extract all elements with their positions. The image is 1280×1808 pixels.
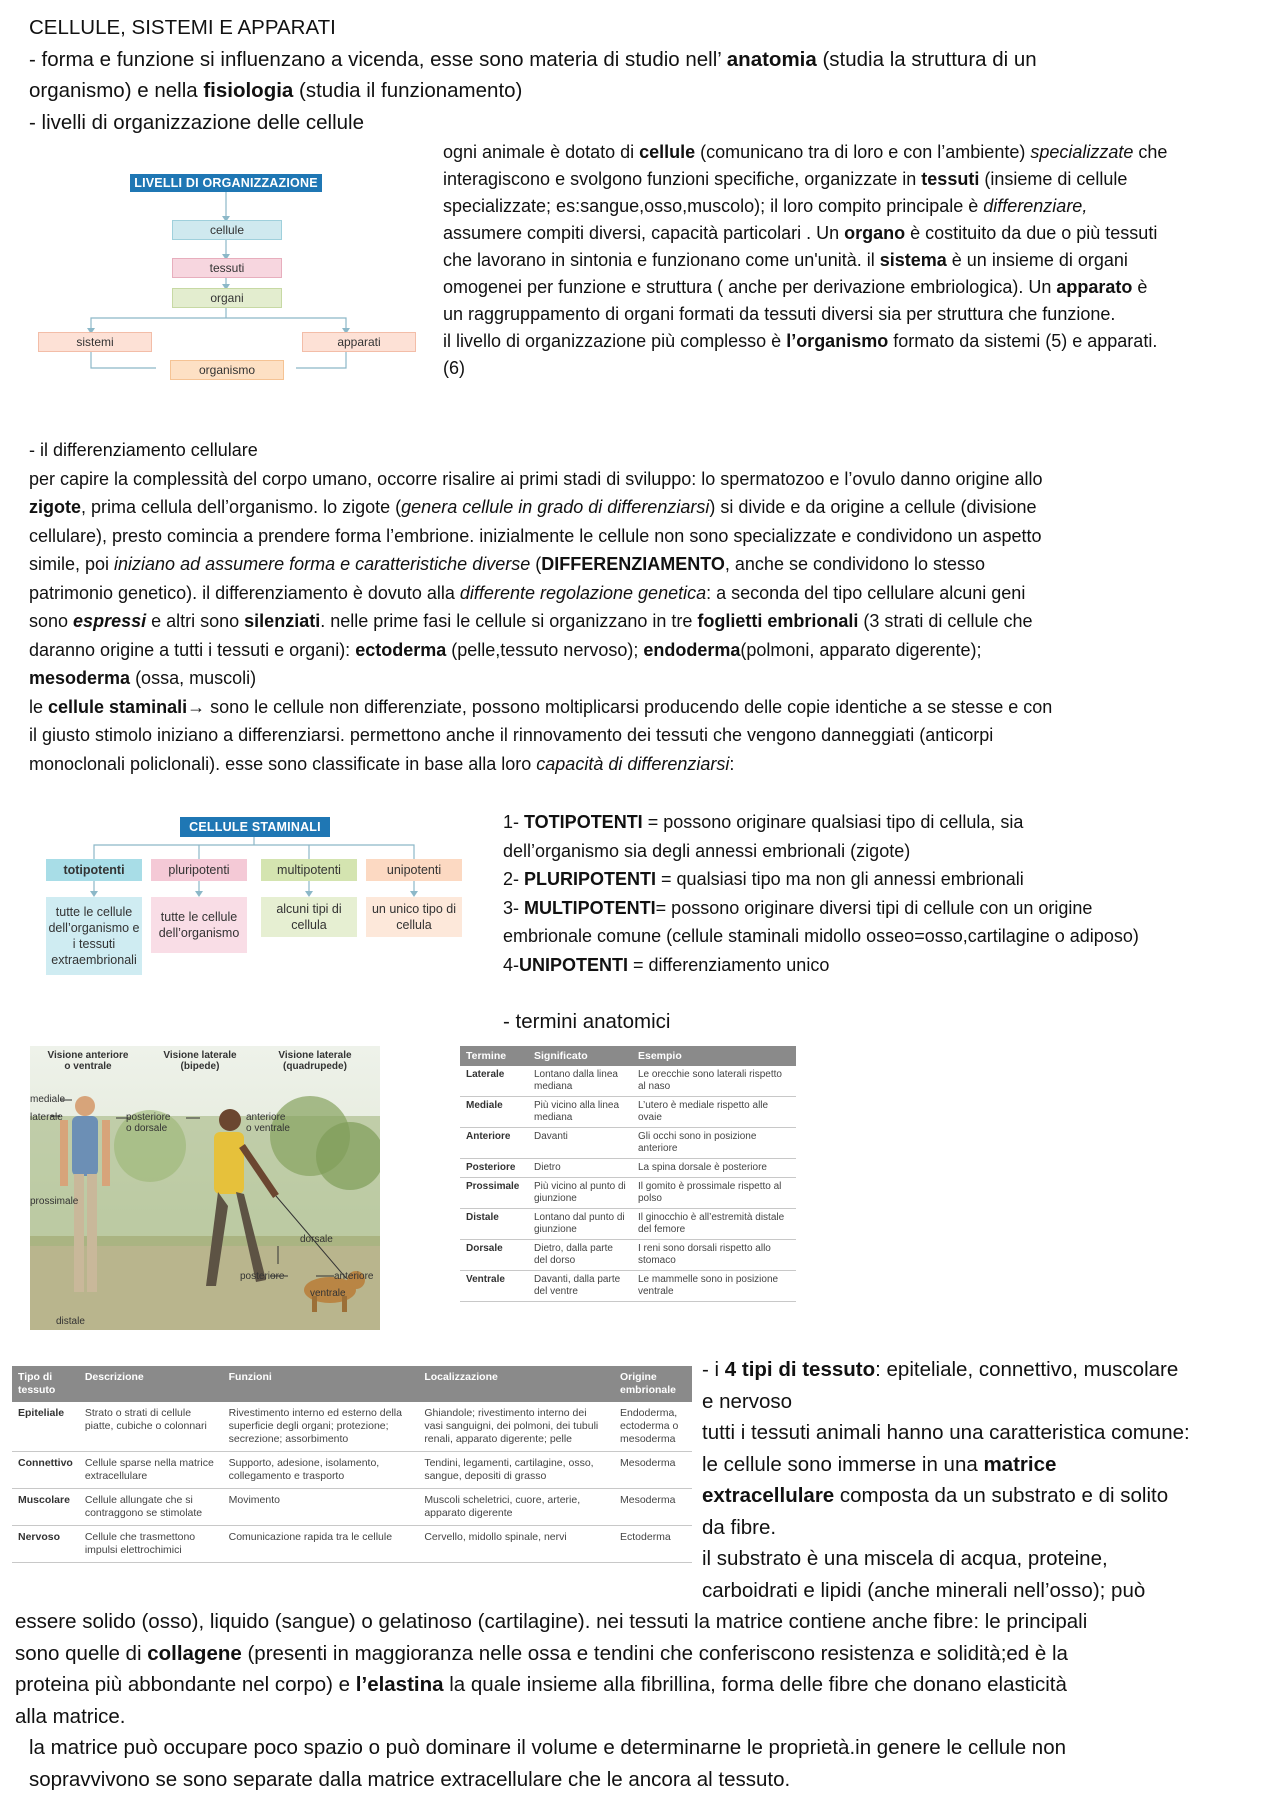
col-funzioni: Funzioni bbox=[223, 1366, 419, 1402]
label-anteriore: anteriore bbox=[334, 1271, 374, 1282]
tissue-paragraph-full: essere solido (osso), liquido (sangue) o gelatinoso (cartilagine). nei tessuti la matrice contiene anche fibre: le principali sono quelle di collagene (presenti in maggioranza nelle ossa e tendini che conferiscono resistenza e solidità;ed è la proteina più abbondante nel corpo) e l’elastina la quale insieme alla fibrillina, forma delle fibre che donano elasticità alla matrice. bbox=[15, 1610, 1088, 1728]
col-termine: Termine bbox=[460, 1046, 528, 1066]
table-row: Connettivo Cellule sparse nella matrice extracellulare Supporto, adesione, isolamento, collegamento e trasporto Tendini, legamenti, cartilagine, osso, sangue, depositi di grasso Mesoderma bbox=[12, 1452, 692, 1489]
stem-desc-unipotenti: un unico tipo di cellula bbox=[366, 897, 462, 937]
page-title: CELLULE, SISTEMI E APPARATI bbox=[29, 16, 336, 39]
stem-header-pluripotenti: pluripotenti bbox=[151, 859, 247, 881]
organization-diagram-title: LIVELLI DI ORGANIZZAZIONE bbox=[130, 174, 322, 192]
label-dorsale: dorsale bbox=[300, 1234, 333, 1245]
stem-header-multipotenti: multipotenti bbox=[261, 859, 357, 881]
table-row: Mediale Più vicino alla linea mediana L’utero è mediale rispetto alle ovaie bbox=[460, 1097, 796, 1128]
organization-connectors bbox=[36, 170, 416, 390]
table-row: Muscolare Cellule allungate che si contraggono se stimolate Movimento Muscoli scheletrici, cuore, arterie, apparato digerente Mesoderma bbox=[12, 1489, 692, 1526]
stem-header-totipotenti: totipotenti bbox=[46, 859, 142, 881]
label-posteriore-dorsale: posteriore o dorsale bbox=[126, 1112, 171, 1134]
section-heading-differenziamento: - il differenziamento cellulare bbox=[29, 440, 258, 460]
label-ventrale: ventrale bbox=[310, 1288, 346, 1299]
level-apparati: apparati bbox=[302, 332, 416, 352]
label-posteriore: posteriore bbox=[240, 1271, 285, 1282]
organization-paragraph: ogni animale è dotato di cellule (comunicano tra di loro e con l’ambiente) specializzate che interagiscono e svolgono funzioni specifiche, organizzate in tessuti (insieme di cellule specializzate; es:sangue,osso,muscolo); il loro compito principale è differenziare, assumere compiti diversi, capacità particolari . Un organo è costituito da due o più tessuti che lavorano in sintonia e funzionano come un'unità. il sistema è un insieme di organi omogenei per funzione e struttura ( anche per derivazione embriologica). Un apparato è un raggruppamento di organi formati da tessuti diversi sia per struttura che funzione. il livello di organizzazione più complesso è l’organismo formato da sistemi (5) e apparati. (6) bbox=[443, 142, 1168, 378]
col-localizzazione: Localizzazione bbox=[418, 1366, 614, 1402]
label-laterale: laterale bbox=[30, 1112, 63, 1123]
level-organismo: organismo bbox=[170, 360, 284, 380]
stem-diagram-title: CELLULE STAMINALI bbox=[180, 817, 330, 837]
col-tipo: Tipo di tessuto bbox=[12, 1366, 79, 1402]
col-esempio: Esempio bbox=[632, 1046, 796, 1066]
stem-desc-multipotenti: alcuni tipi di cellula bbox=[261, 897, 357, 937]
table-row: Ventrale Davanti, dalla parte del ventre Le mammelle sono in posizione ventrale bbox=[460, 1271, 796, 1302]
col-origine: Origine embrionale bbox=[614, 1366, 692, 1402]
label-visione-laterale-bipede: Visione laterale (bipede) bbox=[163, 1050, 237, 1072]
table-row: Epiteliale Strato o strati di cellule piatte, cubiche o colonnari Rivestimento interno ed esterno della superficie degli organi; protezione; secrezione; assorbimento Ghiandole; rivestimento interno dei vasi sanguigni, dei polmoni, dei tubuli renali, apparato digerente; pelle Endoderma, ectoderma o mesoderma bbox=[12, 1402, 692, 1452]
tissue-paragraph-right: - i 4 tipi di tessuto: epiteliale, connettivo, muscolare e nervoso tutti i tessuti animali hanno una caratteristica comune: le cellule sono immerse in una matrice extracellulare composta da un substrato e di solito da fibre. il substrato è una miscela di acqua, proteine, carboidrati e lipidi (anche minerali nell’osso); può bbox=[702, 1358, 1190, 1602]
stem-item-1: 1- TOTIPOTENTI = possono originare qualsiasi tipo di cellula, sia bbox=[503, 812, 1024, 832]
table-row: Laterale Lontano dalla linea mediana Le orecchie sono laterali rispetto al naso bbox=[460, 1066, 796, 1097]
col-significato: Significato bbox=[528, 1046, 632, 1066]
label-prossimale: prossimale bbox=[30, 1196, 79, 1207]
level-cellule: cellule bbox=[172, 220, 282, 240]
table-row: Prossimale Più vicino al punto di giunzione Il gomito è prossimale rispetto al polso bbox=[460, 1178, 796, 1209]
stem-cells-list: 1- TOTIPOTENTI = possono originare qualsiasi tipo di cellula, sia dell’organismo sia degli annessi embrionali (zigote) 2- PLURIPOTENTI = qualsiasi tipo ma non gli annessi embrionali 3- MULTIPOTENTI= possono originare diversi tipi di cellule con un origine embrionale comune (cellule staminali midollo osseo=osso,cartilagine o adiposo) 4-UNIPOTENTI = differenziamento unico bbox=[503, 808, 1273, 979]
tissue-types-table bbox=[12, 1366, 692, 1563]
label-mediale: mediale bbox=[30, 1094, 66, 1105]
label-visione-anteriore: Visione anteriore o ventrale bbox=[47, 1050, 129, 1072]
level-tessuti: tessuti bbox=[172, 258, 282, 278]
table-row: Nervoso Cellule che trasmettono impulsi elettrochimici Comunicazione rapida tra le cellule Cervello, midollo spinale, nervi Ectoderma bbox=[12, 1526, 692, 1563]
stem-header-unipotenti: unipotenti bbox=[366, 859, 462, 881]
intro-block: CELLULE, SISTEMI E APPARATI - forma e funzione si influenzano a vicenda, esse sono materia di studio nell’ anatomia (studia la struttura di un organismo) e nella fisiologia (studia il funzionamento) - livelli di organizzazione delle cellule bbox=[29, 12, 1269, 138]
tissue-paragraph-final: la matrice può occupare poco spazio o può dominare il volume e determinarne le proprietà.in genere le cellule non sopravvivono se sono separate dalla matrice extracellulare che le ancora al tessuto. bbox=[29, 1736, 1067, 1791]
stem-desc-pluripotenti: tutte le cellule dell’organismo bbox=[151, 897, 247, 953]
level-sistemi: sistemi bbox=[38, 332, 152, 352]
stem-item-3: 3- MULTIPOTENTI= possono originare diversi tipi di cellule con un origine bbox=[503, 897, 1093, 918]
label-visione-laterale-quadrupede: Visione laterale (quadrupede) bbox=[278, 1050, 352, 1072]
table-row: Distale Lontano dal punto di giunzione Il ginocchio è all’estremità distale del femore bbox=[460, 1209, 796, 1240]
label-distale: distale bbox=[56, 1316, 85, 1327]
anatomical-terms-table bbox=[460, 1046, 796, 1302]
organization-levels-diagram bbox=[36, 170, 416, 390]
level-organi: organi bbox=[172, 288, 282, 308]
col-descrizione: Descrizione bbox=[79, 1366, 223, 1402]
differentiation-section: - il differenziamento cellulare per capire la complessità del corpo umano, occorre risalire ai primi stadi di sviluppo: lo spermatozoo e l’ovulo danno origine allo zigote, prima cellula dell’organismo. lo zigote (genera cellule in grado di differenziarsi) si divide e da origine a cellule (divisione cellulare), presto comincia a prendere forma l’embrione. inizialmente le cellule non sono specializzate e condividono un aspetto simile, poi iniziano ad assumere forma e caratteristiche diverse (DIFFERENZIAMENTO, anche se condividono lo stesso patrimonio genetico). il differenziamento è dovuto alla differente regolazione genetica: a seconda del tipo cellulare alcuni geni sono espressi e altri sono silenziati. nelle prime fasi le cellule si organizzano in tre foglietti embrionali (3 strati di cellule che daranno origine a tutti i tessuti e organi): ectoderma (pelle,tessuto nervoso); endoderma(polmoni, apparato digerente); mesoderma (ossa, muscoli) le cellule staminali→ sono le cellule non differenziate, possono moltiplicarsi producendo delle copie identiche a se stesse e con il giusto stimolo iniziano a differenziarsi. permettono anche il rinnovamento dei tessuti che vengono danneggiati (anticorpi monoclonali policlonali). esse sono classificate in base alla loro capacità di differenziarsi: bbox=[29, 436, 1274, 778]
stem-desc-totipotenti: tutte le cellule dell’organismo e i tessuti extraembrionali bbox=[46, 897, 142, 975]
stem-item-4: 4-UNIPOTENTI = differenziamento unico bbox=[503, 954, 830, 975]
table-row: Anteriore Davanti Gli occhi sono in posizione anteriore bbox=[460, 1128, 796, 1159]
table-row: Dorsale Dietro, dalla parte del dorso I reni sono dorsali rispetto allo stomaco bbox=[460, 1240, 796, 1271]
stem-cells-diagram bbox=[44, 815, 464, 1000]
section-heading-termini: - termini anatomici bbox=[503, 1010, 671, 1033]
stem-item-2: 2- PLURIPOTENTI = qualsiasi tipo ma non gli annessi embrionali bbox=[503, 869, 1024, 889]
anatomical-directions-illustration bbox=[30, 1046, 380, 1330]
table-row: Posteriore Dietro La spina dorsale è posteriore bbox=[460, 1159, 796, 1178]
label-anteriore-ventrale: anteriore o ventrale bbox=[246, 1112, 290, 1134]
